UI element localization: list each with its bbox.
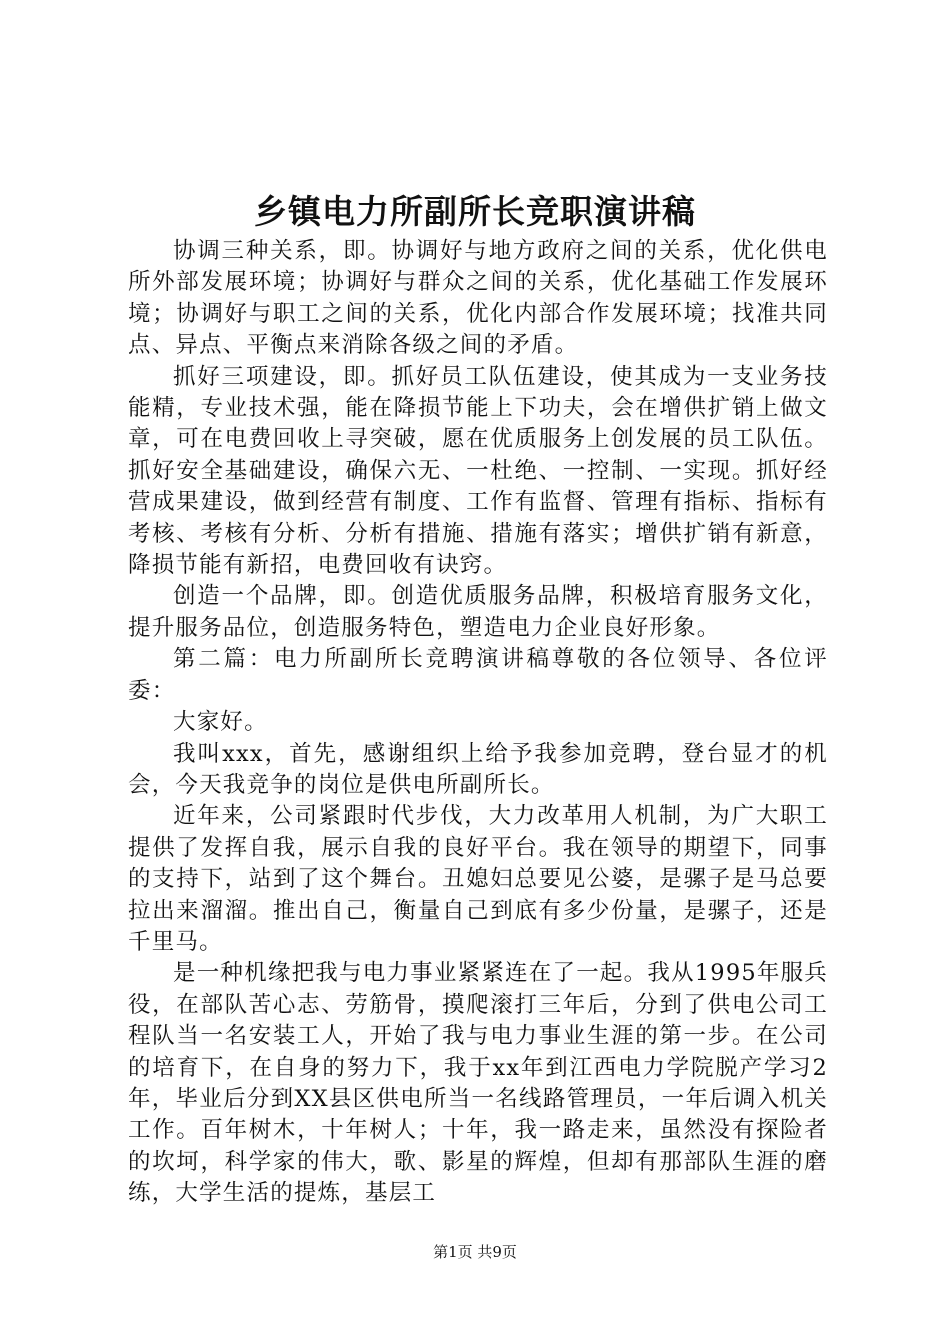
paragraph-career-history: 是一种机缘把我与电力事业紧紧连在了一起。我从1995年服兵役，在部队苦心志、劳筋骨，摸爬滚打三年后，分到了供电公司工程队当一名安装工人，开始了我与电力事业生涯的第一步。在公司的培育下，在自身的努力下，我于xx年到江西电力学院脱产学习2年，毕业后分到XX县区供电所当一名线路管理员，一年后调入机关工作。百年树木，十年树人；十年，我一路走来，虽然没有探险者的坎坷，科学家的伟大，歌、影星的辉煌，但却有那部队生涯的磨练，大学生活的提炼，基层工: [128, 960, 828, 1207]
document-body: [128, 236, 828, 1210]
paragraph-self-introduction: 我叫xxx，首先，感谢组织上给予我参加竞聘，登台显才的机会，今天我竞争的岗位是供电所副所长。: [128, 740, 828, 798]
paragraph-three-constructions: 抓好三项建设，即。抓好员工队伍建设，使其成为一支业务技能精，专业技术强，能在降损节能上下功夫，会在增供扩销上做文章，可在电费回收上寻突破，愿在优质服务上创发展的员工队伍。抓好安全基础建设，确保六无、一杜绝、一控制、一实现。抓好经营成果建设，做到经营有制度、工作有监督、管理有指标、指标有考核、考核有分析、分析有措施、措施有落实；增供扩销有新意，降损节能有新招，电费回收有诀窍。: [128, 363, 828, 579]
page-number-footer: 第1页 共9页: [433, 1243, 517, 1261]
paragraph-coordinate-relations: 协调三种关系，即。协调好与地方政府之间的关系，优化供电所外部发展环境；协调好与群众之间的关系，优化基础工作发展环境；协调好与职工之间的关系，优化内部合作发展环境；找准共同点、异点、平衡点来消除各级之间的矛盾。: [128, 238, 828, 359]
paragraph-second-article-heading: 第二篇：电力所副所长竞聘演讲稿尊敬的各位领导、各位评委：: [128, 646, 828, 704]
document-title: 乡镇电力所副所长竞职演讲稿: [254, 192, 696, 231]
paragraph-greeting: 大家好。: [173, 709, 268, 736]
paragraph-recent-years: 近年来，公司紧跟时代步伐，大力改革用人机制，为广大职工提供了发挥自我，展示自我的良好平台。我在领导的期望下，同事的支持下，站到了这个舞台。丑媳妇总要见公婆，是骡子是马总要拉出来溜溜。推出自己，衡量自己到底有多少份量，是骡子，还是千里马。: [128, 803, 828, 955]
paragraph-service-brand: 创造一个品牌，即。创造优质服务品牌，积极培育服务文化，提升服务品位，创造服务特色，塑造电力企业良好形象。: [128, 583, 828, 641]
